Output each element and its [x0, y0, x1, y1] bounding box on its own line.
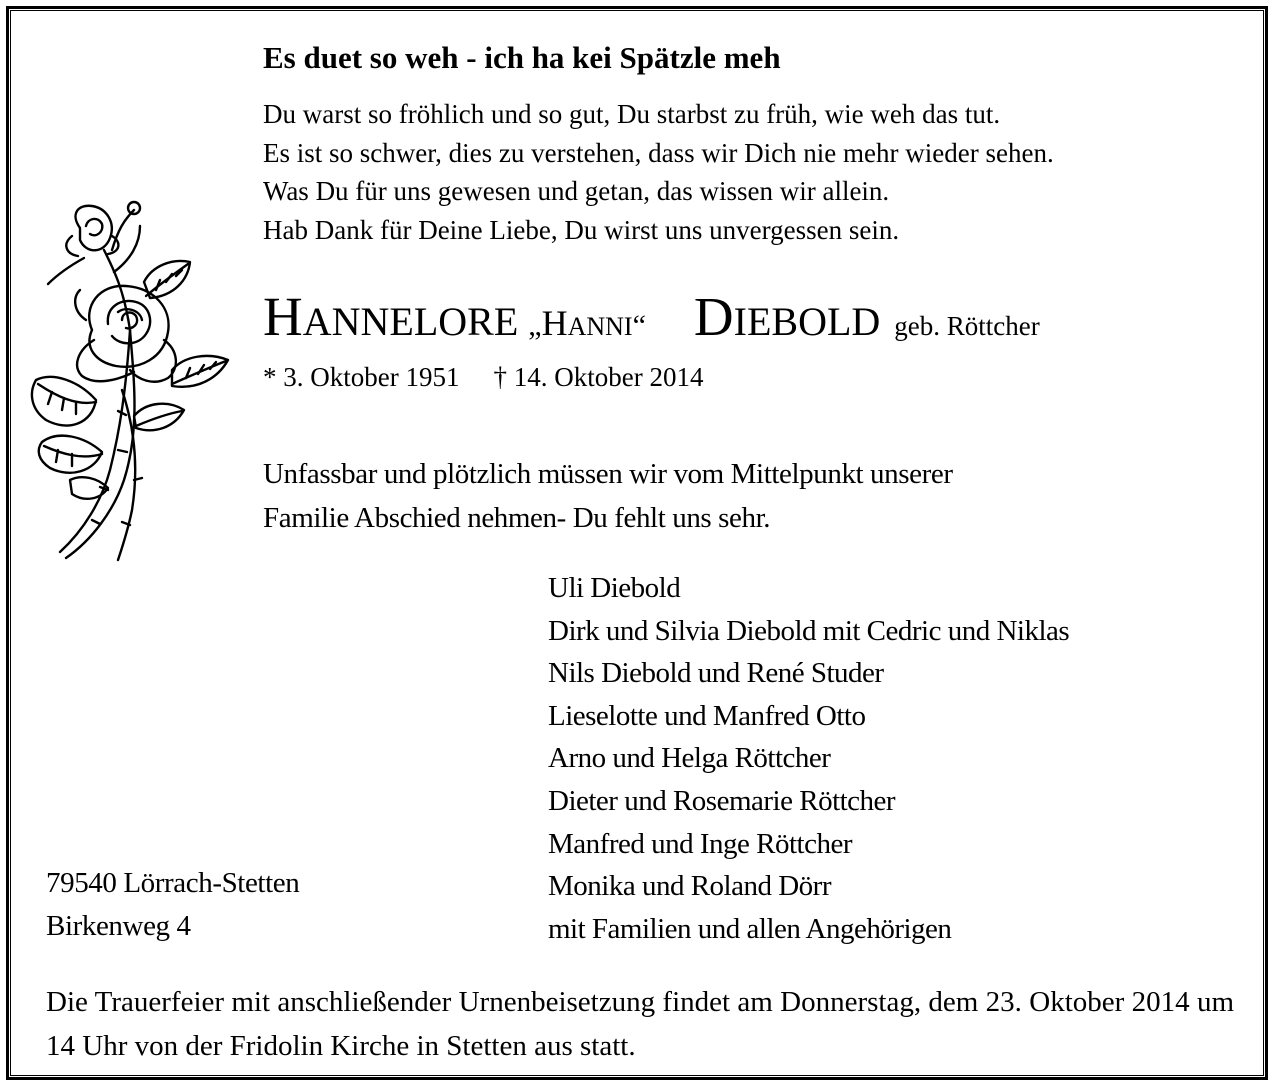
nickname-initial: H — [541, 303, 568, 343]
birth-date: * 3. Oktober 1951 — [263, 362, 460, 392]
mourner-entry: Dirk und Silvia Diebold mit Cedric und Niklas — [548, 614, 1070, 647]
nickname-open-quote: „ — [528, 309, 542, 342]
nickname-close-quote: “ — [632, 309, 646, 342]
mourner-entry: Lieselotte und Manfred Otto — [548, 699, 866, 732]
mourner-entry: Uli Diebold — [548, 572, 681, 604]
message-line: Unfassbar und plötzlich müssen wir vom Mittelpunkt unserer — [263, 458, 953, 490]
life-dates — [263, 362, 703, 393]
address-block — [46, 862, 299, 948]
mourner-entry: mit Familien und allen Angehörigen — [548, 912, 952, 945]
message-line: Familie Abschied nehmen- Du fehlt uns sehr. — [263, 502, 771, 534]
birth-name: geb. Röttcher — [894, 311, 1040, 341]
mourner-entry: Arno und Helga Röttcher — [548, 742, 831, 775]
poem-line: Was Du für uns gewesen und getan, das wissen wir allein. — [263, 176, 890, 206]
first-name-rest: ANNELORE — [302, 299, 519, 344]
rose-icon — [22, 180, 247, 565]
condolence-message — [263, 452, 953, 540]
address-city: 79540 Lörrach-Stetten — [46, 867, 300, 899]
last-name-initial: D — [693, 286, 734, 347]
death-date: † 14. Oktober 2014 — [493, 362, 704, 392]
last-name-rest: IEBOLD — [733, 299, 881, 344]
mourner-entry: Monika und Roland Dörr — [548, 870, 831, 903]
mourner-entry: Manfred und Inge Röttcher — [548, 827, 852, 860]
mourners-list — [548, 567, 1069, 950]
mourner-entry: Nils Diebold und René Studer — [548, 657, 884, 690]
first-name-initial: H — [263, 286, 303, 347]
poem — [263, 95, 1054, 249]
poem-line: Du warst so fröhlich und so gut, Du starbst zu früh, wie weh das tut. — [263, 99, 1001, 129]
deceased-name — [263, 285, 1040, 348]
poem-line: Es ist so schwer, dies zu verstehen, dass wir Dich nie mehr wieder sehen. — [263, 137, 1054, 168]
mourner-entry: Dieter und Rosemarie Röttcher — [548, 784, 896, 817]
service-notice: Die Trauerfeier mit anschließender Urnenbeisetzung findet am Donnerstag, dem 23. Oktober 2014 um 14 Uhr von der Fridolin Kirche in Stetten aus statt. — [46, 986, 1234, 1062]
nickname — [528, 303, 646, 343]
poem-line: Hab Dank für Deine Liebe, Du wirst uns unvergessen sein. — [263, 214, 900, 245]
address-street: Birkenweg 4 — [46, 910, 191, 942]
headline: Es duet so weh - ich ha kei Spätzle meh — [263, 40, 781, 75]
nickname-rest: ANNI — [567, 312, 633, 341]
